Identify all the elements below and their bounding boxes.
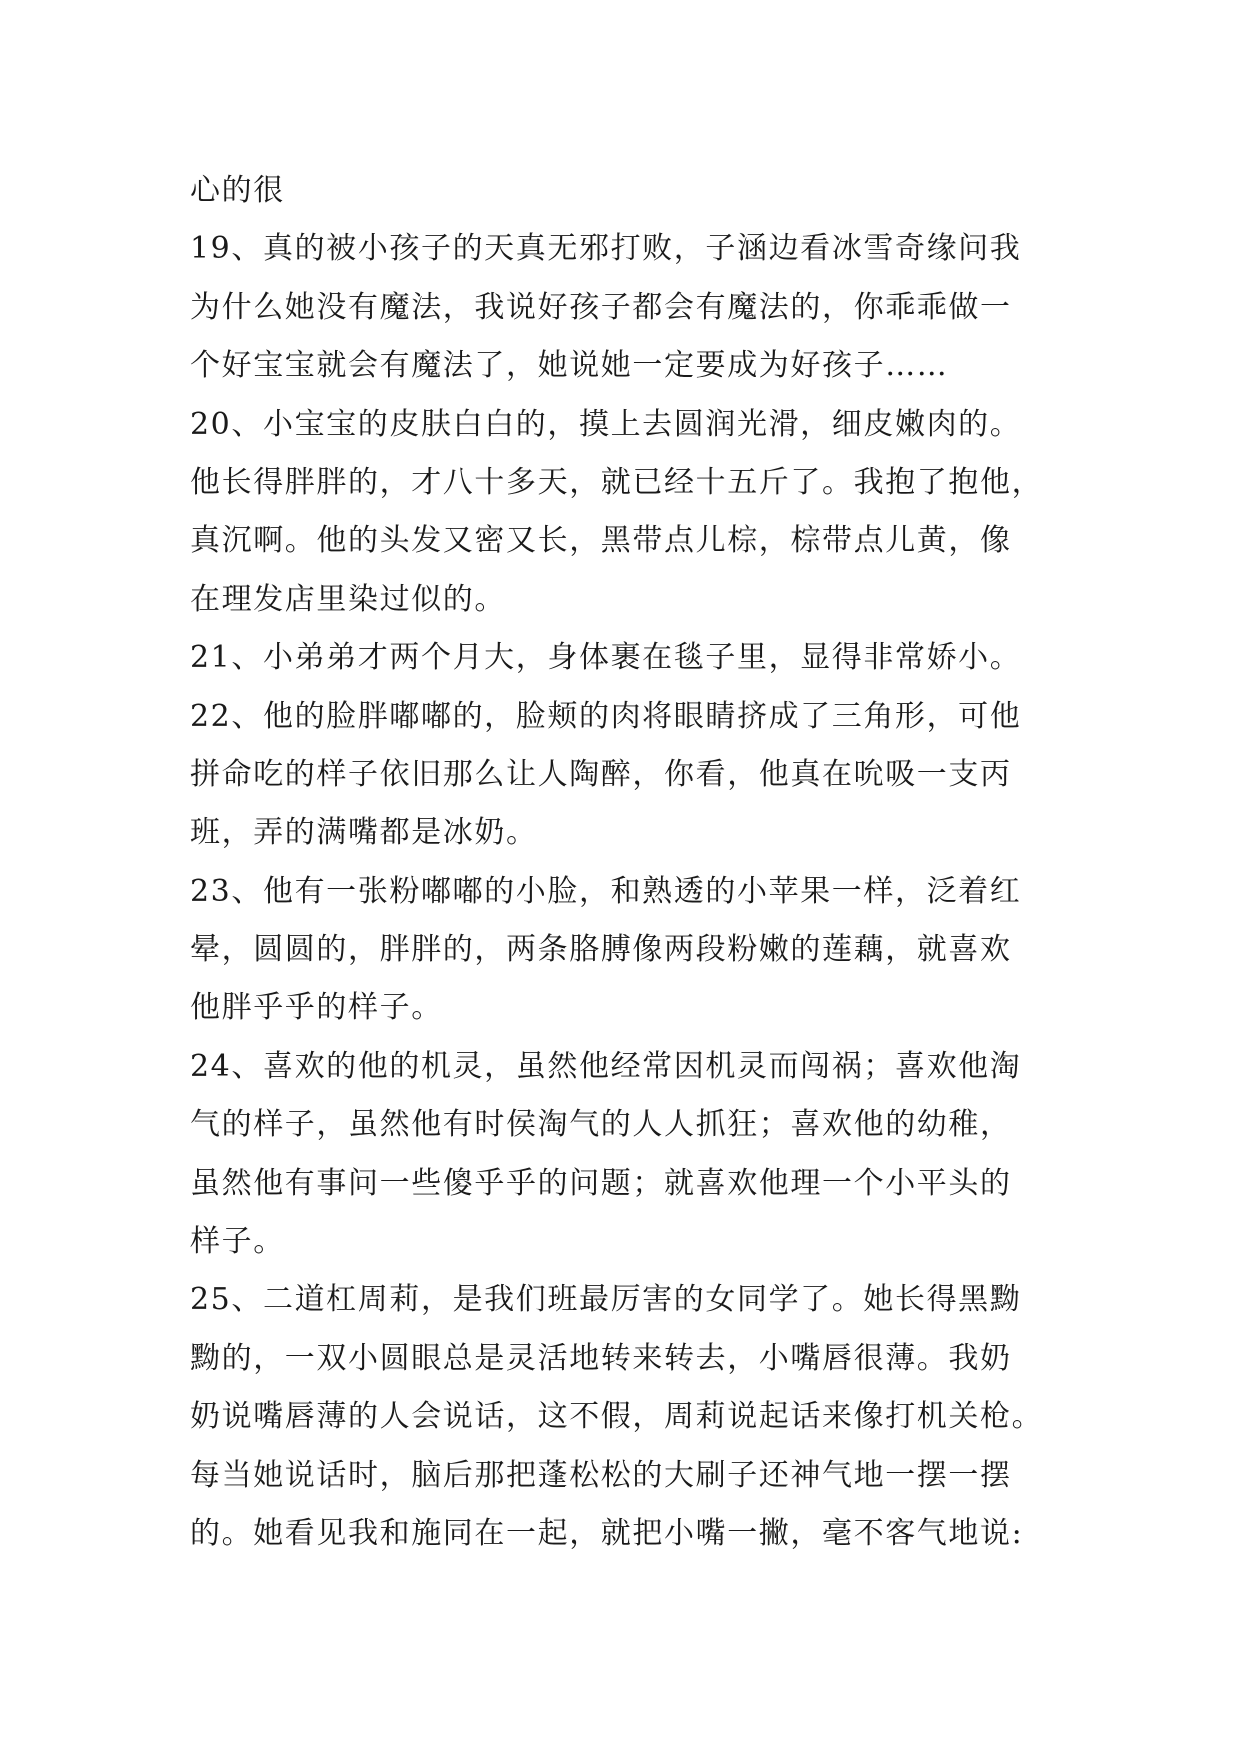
text-line: 为什么她没有魔法，我说好孩子都会有魔法的，你乖乖做一 [190,289,1012,325]
text-line: 22、他的脸胖嘟嘟的，脸颊的肉将眼睛挤成了三角形，可他 [190,698,1022,734]
text-line: 24、喜欢的他的机灵，虽然他经常因机灵而闯祸；喜欢他淘 [190,1048,1022,1084]
text-line: 每当她说话时，脑后那把蓬松松的大刷子还神气地一摆一摆 [190,1457,1012,1493]
text-line: 气的样子，虽然他有时侯淘气的人人抓狂；喜欢他的幼稚， [190,1107,1012,1143]
text-line: 在理发店里染过似的。 [190,581,506,617]
text-line: 黝的，一双小圆眼总是灵活地转来转去，小嘴唇很薄。我奶 [190,1340,1012,1376]
text-line: 23、他有一张粉嘟嘟的小脸，和熟透的小苹果一样，泛着红 [190,873,1022,909]
text-line: 的。她看见我和施同在一起，就把小嘴一撇，毫不客气地说: [190,1515,1024,1551]
text-line: 虽然他有事问一些傻乎乎的问题；就喜欢他理一个小平头的 [190,1165,1012,1201]
text-line: 19、真的被小孩子的天真无邪打败，子涵边看冰雪奇缘问我 [190,231,1022,267]
text-line: 晕，圆圆的，胖胖的，两条胳膊像两段粉嫩的莲藕，就喜欢 [190,932,1012,968]
text-line: 他胖乎乎的样子。 [190,990,443,1026]
text-line: 拼命吃的样子依旧那么让人陶醉，你看，他真在吮吸一支丙 [190,756,1012,792]
text-line: 奶说嘴唇薄的人会说话，这不假，周莉说起话来像打机关枪。 [190,1399,1044,1435]
text-line: 班，弄的满嘴都是冰奶。 [190,815,538,851]
text-line: 21、小弟弟才两个月大，身体裹在毯子里，显得非常娇小。 [190,640,1022,676]
text-line: 真沉啊。他的头发又密又长，黑带点儿棕，棕带点儿黄，像 [190,523,1012,559]
text-line: 样子。 [190,1224,285,1260]
document-body [190,162,1070,1563]
text-line: 心的很 [190,173,285,208]
text-line: 他长得胖胖的，才八十多天，就已经十五斤了。我抱了抱他， [190,464,1044,500]
text-line: 25、二道杠周莉，是我们班最厉害的女同学了。她长得黑黝 [190,1282,1022,1318]
text-line: 个好宝宝就会有魔法了，她说她一定要成为好孩子…… [190,348,949,384]
text-line: 20、小宝宝的皮肤白白的，摸上去圆润光滑，细皮嫩肉的。 [190,406,1022,442]
